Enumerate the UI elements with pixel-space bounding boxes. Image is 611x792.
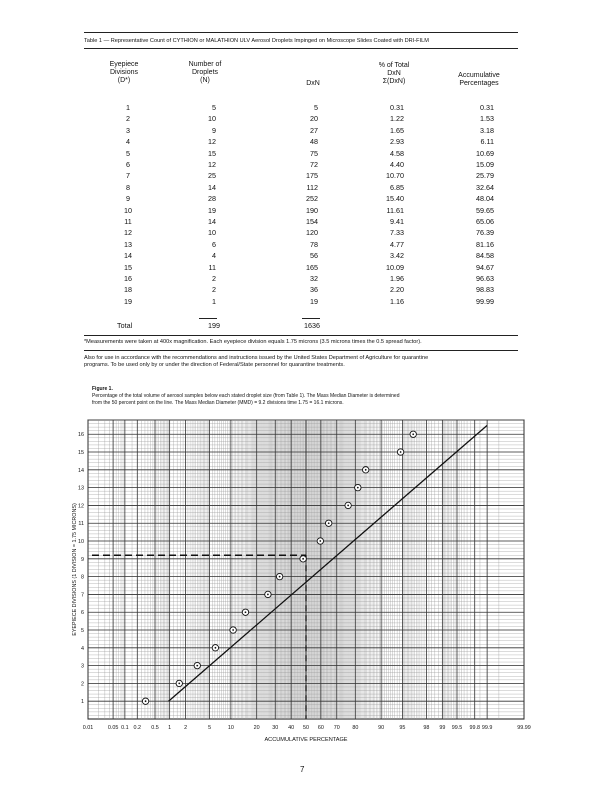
cell-pct: 9.41 bbox=[390, 217, 404, 226]
y-tick-label: 7 bbox=[81, 592, 84, 599]
cell-accum: 59.65 bbox=[476, 205, 494, 215]
y-tick-label: 14 bbox=[78, 467, 84, 474]
cell-pct: 2.93 bbox=[390, 137, 404, 147]
cell-pct: 0.31 bbox=[390, 103, 404, 112]
cell-dxn: 165 bbox=[306, 262, 318, 272]
cell-droplets: 2 bbox=[212, 285, 216, 295]
cell-pct: 10.09 bbox=[386, 262, 404, 272]
table-caption: Table 1 — Representative Count of CYTHION or MALATHION ULV Aerosol Droplets Impinged on Microscope Slides Coated with DRI-FILM bbox=[84, 38, 429, 44]
x-tick-label: 99 bbox=[439, 725, 446, 731]
cell-pct: 6.85 bbox=[390, 182, 404, 192]
cell-divisions: 2 bbox=[126, 114, 130, 124]
y-tick-label: 8 bbox=[81, 574, 84, 581]
cell-divisions: 15 bbox=[124, 262, 132, 272]
total-label: Total bbox=[117, 321, 133, 330]
cell-pct: 1.65 bbox=[390, 125, 404, 135]
y-tick-label: 2 bbox=[81, 681, 84, 688]
cell-divisions: 10 bbox=[124, 205, 132, 215]
cell-droplets: 14 bbox=[208, 217, 216, 226]
cell-divisions: 5 bbox=[126, 148, 130, 158]
cell-dxn: 252 bbox=[306, 194, 318, 204]
cell-dxn: 75 bbox=[310, 148, 318, 158]
data-point-center bbox=[400, 451, 402, 453]
cell-droplets: 5 bbox=[212, 103, 216, 112]
cell-divisions: 7 bbox=[126, 171, 130, 181]
cell-pct: 4.58 bbox=[390, 148, 404, 158]
cell-pct: 4.77 bbox=[390, 239, 404, 249]
y-tick-label: 9 bbox=[81, 556, 84, 563]
total-dxn: 1636 bbox=[304, 321, 320, 330]
y-tick-label: 12 bbox=[78, 503, 84, 510]
cell-dxn: 175 bbox=[306, 171, 318, 181]
total-droplets: 199 bbox=[208, 321, 220, 330]
x-tick-label: 90 bbox=[378, 725, 385, 731]
cell-pct: 1.96 bbox=[390, 274, 404, 283]
cell-divisions: 6 bbox=[126, 160, 130, 169]
data-point-center bbox=[302, 558, 304, 560]
cell-pct: 4.40 bbox=[390, 160, 404, 169]
data-point-center bbox=[279, 576, 281, 578]
y-axis-label: EYEPIECE DIVISIONS (1 DIVISION = 1.75 MICRONS) bbox=[72, 503, 78, 636]
page-number: 7 bbox=[300, 765, 305, 774]
x-tick-label: 80 bbox=[352, 725, 359, 731]
cell-accum: 1.53 bbox=[480, 114, 494, 124]
data-point-center bbox=[196, 665, 198, 667]
x-tick-label: 99.5 bbox=[451, 725, 463, 731]
cell-accum: 76.39 bbox=[476, 228, 494, 238]
x-tick-label: 2 bbox=[184, 725, 188, 731]
cell-accum: 65.06 bbox=[476, 217, 494, 226]
cell-divisions: 9 bbox=[126, 194, 130, 204]
cell-divisions: 4 bbox=[126, 137, 130, 147]
x-tick-label: 95 bbox=[399, 725, 406, 731]
cell-dxn: 27 bbox=[310, 125, 318, 135]
notice-line-1: Also for use in accordance with the recommendations and instructions issued by the United States Department of Agriculture for quarantine bbox=[84, 355, 429, 361]
data-point-center bbox=[328, 522, 330, 524]
cell-accum: 25.79 bbox=[476, 171, 494, 181]
data-point-center bbox=[215, 647, 217, 649]
cell-pct: 10.70 bbox=[386, 171, 404, 181]
x-tick-label: 0.01 bbox=[82, 725, 94, 731]
cell-droplets: 28 bbox=[208, 194, 216, 204]
x-tick-label: 70 bbox=[333, 725, 340, 731]
cell-divisions: 1 bbox=[126, 103, 130, 112]
cell-accum: 84.58 bbox=[476, 251, 494, 261]
cell-dxn: 72 bbox=[310, 160, 318, 169]
cell-dxn: 19 bbox=[310, 296, 318, 306]
cell-accum: 32.64 bbox=[476, 182, 494, 192]
cell-dxn: 112 bbox=[306, 182, 318, 192]
cell-dxn: 154 bbox=[306, 217, 318, 226]
x-tick-label: 20 bbox=[253, 725, 260, 731]
cell-droplets: 11 bbox=[208, 262, 216, 272]
col-header-divisions: Eyepiece Divisions (D*) bbox=[109, 61, 139, 84]
data-point-center bbox=[365, 469, 367, 471]
x-tick-label: 99.8 bbox=[469, 725, 480, 731]
x-tick-label: 1 bbox=[168, 725, 172, 731]
cell-droplets: 15 bbox=[208, 148, 216, 158]
figure-desc-1: Percentage of the total volume of aerosol samples below each stated droplet size (from Table 1). The Mass Median Diameter is determined bbox=[92, 393, 400, 399]
cell-dxn: 78 bbox=[310, 239, 318, 249]
y-tick-label: 16 bbox=[78, 432, 84, 439]
x-tick-label: 40 bbox=[288, 725, 295, 731]
y-tick-label: 5 bbox=[81, 628, 84, 635]
x-tick-label: 30 bbox=[272, 725, 279, 731]
cell-pct: 11.61 bbox=[386, 205, 404, 215]
table-footnote: *Measurements were taken at 400x magnification. Each eyepiece division equals 1.75 microns (3.5 microns times the 0.5 spread factor). bbox=[84, 339, 422, 345]
cell-pct: 1.22 bbox=[390, 114, 404, 124]
cell-divisions: 18 bbox=[124, 285, 132, 295]
figure-title: Figure 1. bbox=[92, 386, 113, 392]
col-header-droplets: Number of Droplets (N) bbox=[188, 61, 222, 84]
cell-dxn: 36 bbox=[310, 285, 318, 295]
cell-accum: 15.09 bbox=[476, 160, 494, 169]
notice-line-2: programs. To be used only by or under the direction of Federal/State personnel for quarantine treatments. bbox=[84, 362, 345, 368]
cell-droplets: 9 bbox=[212, 125, 216, 135]
cell-dxn: 56 bbox=[310, 251, 318, 261]
y-tick-label: 4 bbox=[81, 645, 84, 652]
col-header-dxn: DxN bbox=[306, 80, 320, 87]
x-tick-label: 5 bbox=[208, 725, 212, 731]
cell-dxn: 190 bbox=[306, 205, 318, 215]
cell-divisions: 12 bbox=[124, 228, 132, 238]
x-tick-label: 99.9 bbox=[481, 725, 493, 731]
x-tick-label: 0.2 bbox=[133, 725, 142, 731]
cell-droplets: 12 bbox=[208, 137, 216, 147]
col-header-accum: Accumulative Percentages bbox=[458, 72, 500, 87]
y-tick-label: 1 bbox=[81, 699, 84, 706]
y-tick-label: 13 bbox=[78, 485, 84, 492]
cell-dxn: 32 bbox=[310, 274, 318, 283]
col-header-pct: % of Total DxN Σ(DxN) bbox=[378, 62, 410, 85]
x-tick-label: 98 bbox=[423, 725, 430, 731]
x-tick-label: 0.05 bbox=[107, 725, 119, 731]
x-tick-label: 99.99 bbox=[517, 725, 531, 731]
cell-droplets: 2 bbox=[212, 274, 216, 283]
cell-dxn: 48 bbox=[310, 137, 318, 147]
data-point-center bbox=[232, 629, 234, 631]
cell-accum: 10.69 bbox=[476, 148, 494, 158]
y-tick-label: 3 bbox=[81, 663, 84, 670]
cell-droplets: 1 bbox=[212, 296, 216, 306]
cell-pct: 7.33 bbox=[390, 228, 404, 238]
x-tick-label: 50 bbox=[303, 725, 309, 731]
x-tick-label: 0.1 bbox=[121, 725, 129, 731]
cell-dxn: 20 bbox=[310, 114, 318, 124]
cell-pct: 2.20 bbox=[390, 285, 404, 295]
cell-divisions: 16 bbox=[124, 274, 132, 283]
cell-divisions: 13 bbox=[124, 239, 132, 249]
cell-accum: 0.31 bbox=[480, 103, 494, 112]
cell-droplets: 25 bbox=[208, 171, 216, 181]
cell-droplets: 6 bbox=[212, 239, 216, 249]
cell-accum: 81.16 bbox=[476, 239, 494, 249]
data-point-center bbox=[145, 700, 147, 702]
cell-pct: 1.16 bbox=[390, 296, 404, 306]
cell-accum: 6.11 bbox=[480, 137, 494, 147]
cell-dxn: 120 bbox=[306, 228, 318, 238]
cell-droplets: 10 bbox=[208, 228, 216, 238]
cell-droplets: 4 bbox=[212, 251, 216, 261]
x-tick-label: 10 bbox=[227, 725, 234, 731]
cell-droplets: 10 bbox=[208, 114, 216, 124]
y-tick-label: 10 bbox=[78, 539, 84, 546]
cell-accum: 98.83 bbox=[476, 285, 494, 295]
data-point-center bbox=[319, 540, 321, 542]
data-point-center bbox=[412, 433, 414, 435]
data-point-center bbox=[347, 505, 349, 507]
cell-divisions: 14 bbox=[124, 251, 132, 261]
cell-divisions: 8 bbox=[126, 182, 130, 192]
x-axis-label: ACCUMULATIVE PERCENTAGE bbox=[264, 737, 348, 743]
cell-droplets: 19 bbox=[208, 205, 216, 215]
data-point-center bbox=[267, 594, 269, 596]
cell-accum: 3.18 bbox=[480, 125, 494, 135]
cell-droplets: 12 bbox=[208, 160, 216, 169]
cell-accum: 48.04 bbox=[476, 194, 494, 204]
y-tick-label: 15 bbox=[78, 450, 84, 457]
figure-desc-2: from the 50 percent point on the line. The Mass Median Diameter (MMD) = 9.2 divisions time 1.75 = 16.1 microns. bbox=[92, 400, 344, 406]
y-tick-label: 6 bbox=[81, 610, 84, 617]
cell-droplets: 14 bbox=[208, 182, 216, 192]
cell-accum: 94.67 bbox=[476, 262, 494, 272]
cell-divisions: 3 bbox=[126, 125, 130, 135]
data-point-center bbox=[178, 683, 180, 685]
x-tick-label: 0.5 bbox=[151, 725, 159, 731]
data-point-center bbox=[245, 611, 247, 613]
cell-pct: 3.42 bbox=[390, 251, 404, 261]
x-tick-label: 60 bbox=[317, 725, 324, 731]
cell-accum: 96.63 bbox=[476, 274, 494, 283]
y-tick-label: 11 bbox=[78, 521, 84, 528]
cell-dxn: 5 bbox=[314, 103, 318, 112]
data-point-center bbox=[357, 487, 359, 489]
cell-accum: 99.99 bbox=[476, 296, 494, 306]
cell-pct: 15.40 bbox=[386, 194, 404, 204]
cell-divisions: 19 bbox=[124, 296, 132, 306]
cell-divisions: 11 bbox=[124, 217, 132, 226]
